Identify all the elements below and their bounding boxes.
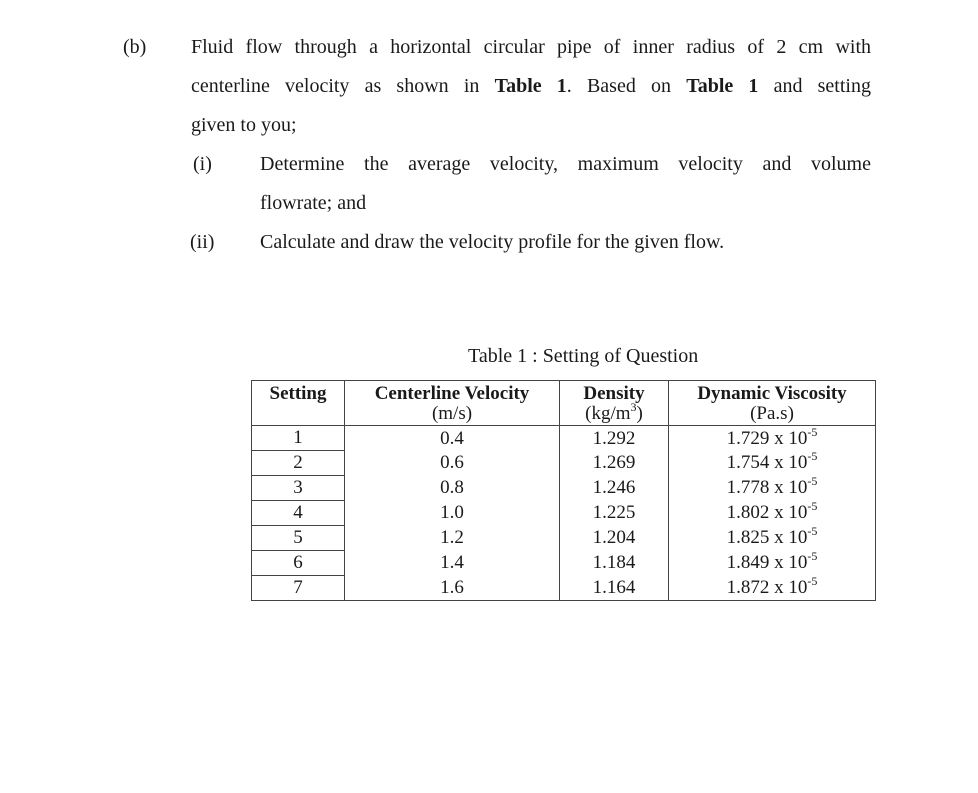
cell-setting: 3 [252, 475, 345, 500]
table-row [252, 475, 876, 500]
cell-viscosity: 1.825 x $10^{-5}$ [669, 525, 876, 550]
table-ref-2: Table 1 [686, 75, 759, 97]
cell-velocity: 1.0 [345, 500, 560, 525]
cell-setting: 2 [252, 450, 345, 475]
unit-viscosity: (Pa.s) [669, 404, 876, 425]
unit-velocity: (m/s) [345, 404, 560, 425]
cell-velocity: 0.6 [345, 450, 560, 475]
table-row [252, 575, 876, 600]
cell-density: 1.164 [560, 575, 669, 600]
question-line-2-c: . Based on [566, 75, 687, 97]
header-density: Density [560, 381, 669, 404]
header-dynamic-viscosity: Dynamic Viscosity [669, 381, 876, 404]
cell-velocity: 0.8 [345, 475, 560, 500]
question-line-1: Fluid flow through a horizontal circular pipe of inner radius of 2 cm with [191, 36, 871, 58]
table-header-row [252, 381, 876, 404]
cell-density: 1.225 [560, 500, 669, 525]
unit-density: $(kg/m^3)$ [560, 404, 669, 425]
cell-density: 1.246 [560, 475, 669, 500]
cell-setting: 6 [252, 550, 345, 575]
table-row [252, 550, 876, 575]
cell-velocity: 0.4 [345, 425, 560, 450]
table-row [252, 450, 876, 475]
sub-question-i-line-1: Determine the average velocity, maximum velocity and volume [260, 153, 871, 175]
header-centerline-velocity: Centerline Velocity [345, 381, 560, 404]
cell-setting: 4 [252, 500, 345, 525]
question-line-2 [191, 75, 871, 98]
table-row [252, 500, 876, 525]
table-unit-row [252, 404, 876, 425]
table-row [252, 425, 876, 450]
question-line-2-a: centerline velocity as shown in [191, 75, 495, 97]
cell-velocity: 1.4 [345, 550, 560, 575]
cell-density: 1.292 [560, 425, 669, 450]
cell-viscosity: 1.802 x $10^{-5}$ [669, 500, 876, 525]
sub-question-ii-text: Calculate and draw the velocity profile for the given flow. [260, 231, 725, 253]
question-line-2-d: and setting [758, 75, 871, 97]
cell-setting: 5 [252, 525, 345, 550]
sub-question-ii-label: (ii) [190, 231, 215, 253]
table-ref-1: Table 1 [494, 75, 567, 97]
cell-viscosity: 1.778 x $10^{-5}$ [669, 475, 876, 500]
table-row [252, 525, 876, 550]
cell-viscosity: 1.849 x $10^{-5}$ [669, 550, 876, 575]
cell-setting: 1 [252, 425, 345, 450]
cell-density: 1.204 [560, 525, 669, 550]
unit-setting [252, 404, 345, 425]
cell-velocity: 1.6 [345, 575, 560, 600]
question-label: (b) [123, 36, 147, 58]
table-caption: Table 1 : Setting of Question [468, 345, 699, 367]
cell-density: 1.184 [560, 550, 669, 575]
cell-viscosity: 1.754 x $10^{-5}$ [669, 450, 876, 475]
cell-density: 1.269 [560, 450, 669, 475]
cell-setting: 7 [252, 575, 345, 600]
settings-table [251, 380, 876, 601]
cell-viscosity: 1.872 x $10^{-5}$ [669, 575, 876, 600]
sub-question-i-label: (i) [193, 153, 212, 175]
cell-viscosity: 1.729 x $10^{-5}$ [669, 425, 876, 450]
header-setting: Setting [252, 381, 345, 404]
question-line-3: given to you; [191, 114, 297, 136]
sub-question-i-line-2: flowrate; and [260, 192, 367, 214]
cell-velocity: 1.2 [345, 525, 560, 550]
